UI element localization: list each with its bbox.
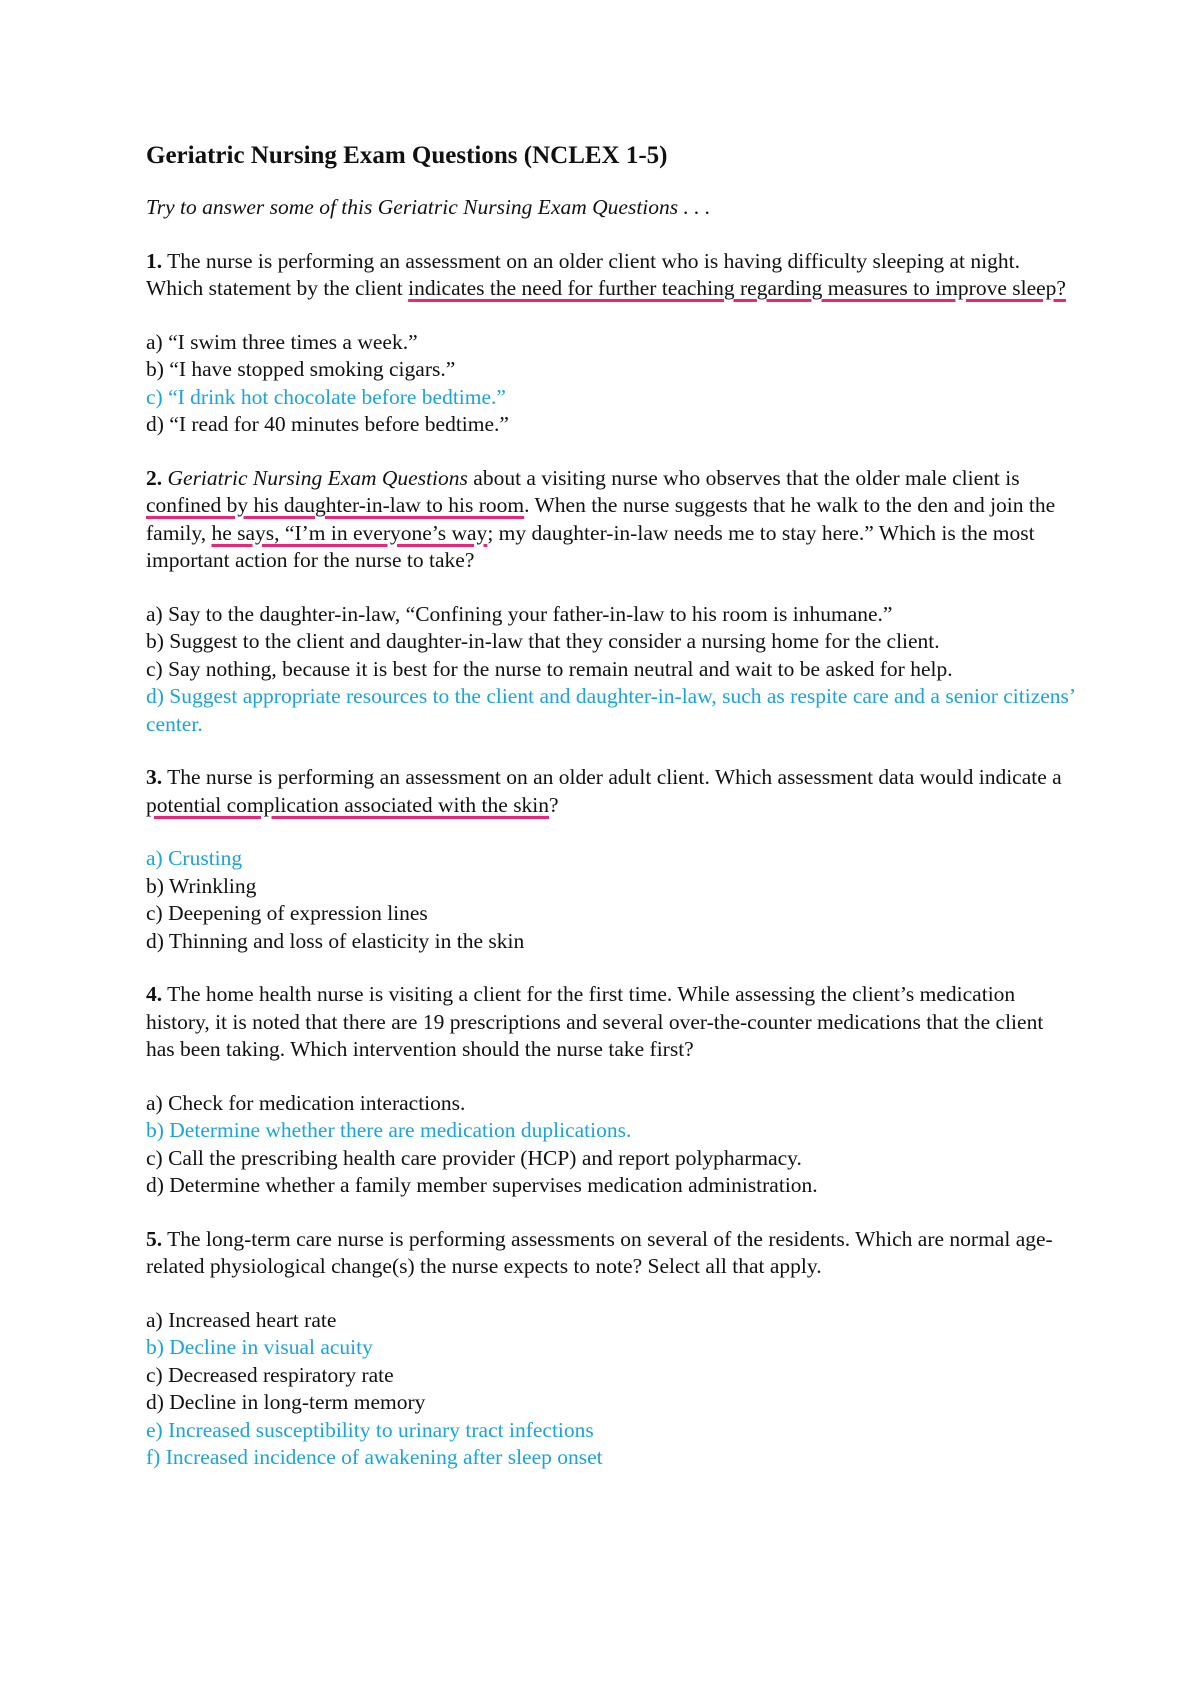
option-item: c) Call the prescribing health care provider (HCP) and report polypharmacy. [146,1145,802,1170]
question-text: The home health nurse is visiting a client for the first time. While assessing the client’s medication history, it is noted that there are 19 prescriptions and several over-the-counter medications that the client has been taking. Which intervention should the nurse take first? [146,982,1044,1061]
question-3 [146,764,1076,819]
option-item: c) Say nothing, because it is best for the nurse to remain neutral and wait to be asked for help. [146,656,953,681]
question-text: about a visiting nurse who observes that the older male client is [467,465,1020,490]
option-item: b) Suggest to the client and daughter-in-law that they consider a nursing home for the client. [146,629,940,653]
option-item: b) Wrinkling [146,873,257,898]
correct-option: d) Suggest appropriate resources to the client and daughter-in-law, such as respite care and a senior citizens’ center. [146,684,1075,736]
option-item: a) Increased heart rate [146,1307,337,1332]
question-text: The long-term care nurse is performing assessments on several of the residents. Which are normal age-related physiological change(s) the nurse expects to note? Select all that apply. [146,1226,1053,1278]
intro-text: Try to answer some of this Geriatric Nursing Exam Questions . . . [146,195,711,219]
option-item: d) Decline in long-term memory [146,1390,426,1414]
question-1 [146,248,1076,303]
options-2 [146,601,1076,739]
option-item: a) Check for medication interactions. [146,1090,466,1115]
question-text: ? [549,792,559,817]
option-item: a) Say to the daughter-in-law, “Confining your father-in-law to his room is inhumane.” [146,601,893,626]
option-item: d) “I read for 40 minutes before bedtime.” [146,412,509,436]
option-item: c) Decreased respiratory rate [146,1362,394,1387]
question-2 [146,465,1076,575]
options-1 [146,329,1076,439]
correct-option: b) Determine whether there are medication duplications. [146,1118,632,1142]
highlighted-phrase: indicates the need for further teaching regarding measures to improve sleep? [408,276,1066,300]
page-title: Geriatric Nursing Exam Questions (NCLEX 1-5) [146,142,668,169]
options-3 [146,845,1076,955]
question-4 [146,981,1076,1064]
options-4 [146,1090,1076,1200]
options-5 [146,1307,1076,1472]
question-number: 2. [146,465,163,490]
highlighted-phrase: he says, “I’m in everyone’s way [211,520,488,545]
question-text: The nurse is performing an assessment on an older client who is having difficulty sleeping at night. Which statement by the client [146,248,1020,300]
question-number: 4. [146,982,163,1006]
correct-option: c) “I drink hot chocolate before bedtime.” [146,384,506,409]
question-text: The nurse is performing an assessment on an older adult client. Which assessment data would indicate a [162,765,1062,789]
option-item: a) “I swim three times a week.” [146,329,418,354]
highlighted-phrase: confined by his daughter-in-law to his room [146,493,525,517]
question-number: 1. [146,248,163,273]
question-number: 3. [146,765,163,789]
question-italic-lead: Geriatric Nursing Exam Questions [162,465,468,490]
question-5 [146,1226,1076,1281]
correct-option: b) Decline in visual acuity [146,1335,373,1359]
option-item: d) Thinning and loss of elasticity in the skin [146,928,525,953]
highlighted-phrase: potential complication associated with the skin [146,792,550,817]
option-item: d) Determine whether a family member supervises medication administration. [146,1173,818,1197]
question-text: . When the nurse suggests that he walk to the den and join the family, [146,493,1056,545]
option-item: b) “I have stopped smoking cigars.” [146,357,456,381]
correct-option: a) Crusting [146,846,243,870]
question-text: ; my daughter-in-law needs me to stay here.” Which is the most important action for the nurse to take? [146,520,1035,572]
document-body [146,140,1076,1472]
correct-option: e) Increased susceptibility to urinary tract infections [146,1417,594,1442]
correct-option: f) Increased incidence of awakening after sleep onset [146,1445,603,1469]
option-item: c) Deepening of expression lines [146,901,428,925]
question-number: 5. [146,1226,163,1251]
